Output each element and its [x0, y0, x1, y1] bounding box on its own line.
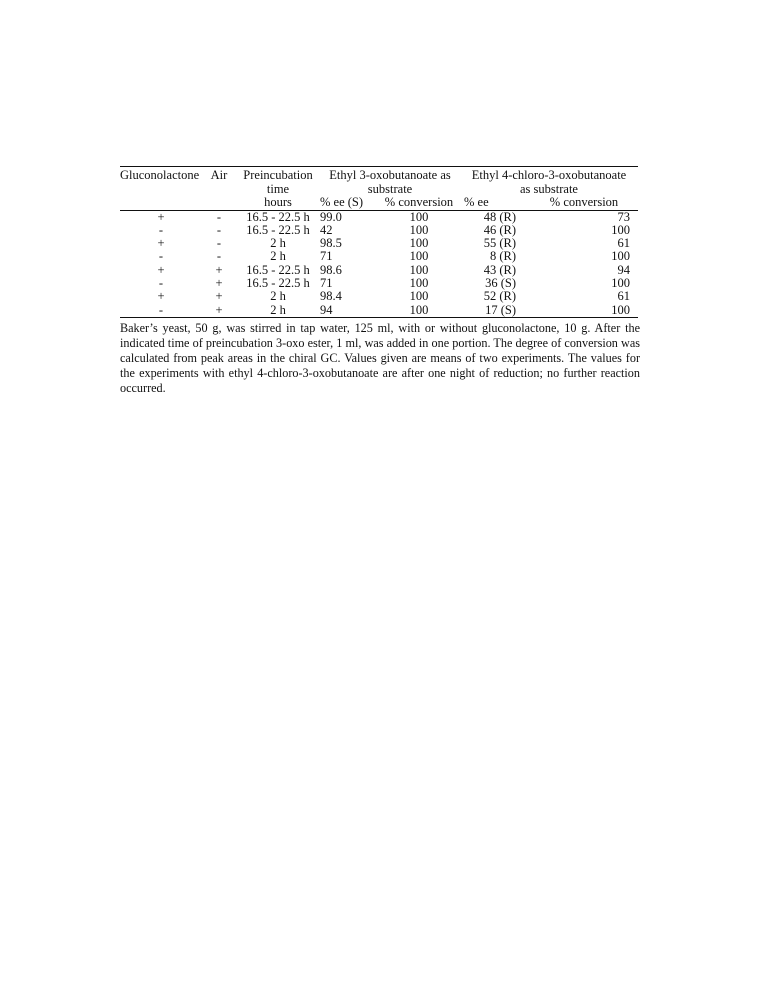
cell-gluconolactone: +: [157, 262, 165, 277]
cell-conversion-1: 100: [409, 262, 429, 277]
header-time: time: [266, 181, 290, 196]
cell-conversion-2: 100: [611, 249, 630, 264]
header-substrate-2: Ethyl 4-chloro-3-oxobutanoate: [471, 168, 627, 182]
cell-ee-s: 98.6: [320, 262, 342, 277]
header-gluconolactone: Gluconolactone: [120, 168, 200, 182]
cell-ee-s: 71: [320, 275, 333, 290]
cell-gluconolactone: +: [157, 289, 165, 304]
cell-conversion-2: 61: [617, 289, 630, 304]
cell-air: +: [215, 275, 223, 290]
document: [120, 166, 638, 396]
cell-air: -: [216, 249, 222, 264]
cell-air: -: [216, 236, 222, 251]
cell-ee-s: 98.5: [320, 236, 342, 251]
header-conversion-2: % conversion: [530, 196, 638, 210]
cell-conversion-1: 100: [409, 222, 429, 237]
cell-air: -: [216, 222, 222, 237]
header-conversion-1: % conversion: [378, 196, 460, 210]
cell-gluconolactone: -: [158, 275, 164, 290]
cell-time: 2 h: [270, 289, 286, 304]
header-subcolumns: [120, 196, 638, 210]
cell-conversion-2: 94: [617, 262, 630, 277]
cell-ee-s: 99.0: [320, 209, 342, 224]
table-body: [120, 210, 638, 317]
cell-air: +: [215, 262, 223, 277]
header-ee-s: % ee (S): [320, 196, 378, 210]
header-substrate-1-line2: substrate: [367, 181, 413, 196]
cell-gluconolactone: -: [120, 304, 202, 318]
cell-ee: 48 (R): [483, 209, 516, 224]
table-row: [120, 250, 638, 263]
cell-conversion-1: 100: [409, 209, 429, 224]
table-row: [120, 277, 638, 290]
cell-ee-s: 71: [320, 249, 333, 264]
cell-time: 2 h: [270, 249, 286, 264]
table-caption: Baker’s yeast, 50 g, was stirred in tap water, 125 ml, with or without gluconolactone, 10 g. After the indicated time of preincubation 3-oxo ester, 1 ml, was added in one portion. The degree of conversion was calculated from peak areas in the chiral GC. Values given are means of two experiments. The values for the experiments with ethyl 4-chloro-3-oxobutanoate are after one night of reduction; no further reaction occurred.: [120, 320, 640, 395]
table-row: [120, 264, 638, 277]
cell-air: -: [216, 209, 222, 224]
cell-ee: 8 (R): [489, 249, 516, 264]
table-row: [120, 210, 638, 224]
cell-time: 16.5 - 22.5 h: [246, 209, 310, 224]
cell-gluconolactone: +: [157, 236, 165, 251]
cell-conversion-2: 73: [617, 209, 630, 224]
table-row: [120, 304, 638, 318]
results-table: [120, 169, 638, 318]
header-substrate-2-line2: as substrate: [520, 181, 578, 196]
cell-ee: 55 (R): [483, 236, 516, 251]
cell-air: +: [202, 304, 236, 318]
cell-time: 16.5 - 22.5 h: [246, 275, 310, 290]
cell-gluconolactone: +: [157, 209, 165, 224]
cell-gluconolactone: -: [158, 249, 164, 264]
cell-ee: 43 (R): [483, 262, 516, 277]
cell-ee-s: 42: [320, 222, 333, 237]
cell-ee: 17 (S): [460, 304, 530, 318]
cell-conversion-2: 100: [611, 222, 630, 237]
table-row: [120, 237, 638, 250]
header-hours: hours: [236, 196, 320, 210]
cell-ee-s: 98.4: [320, 289, 342, 304]
header-substrate-1: Ethyl 3-oxobutanoate as: [329, 168, 451, 182]
table-row: [120, 290, 638, 303]
header-air: Air: [210, 168, 228, 182]
cell-conversion-2: 100: [611, 275, 630, 290]
header-preincubation: Preincubation: [243, 168, 313, 182]
cell-time: 2 h: [236, 304, 320, 318]
cell-air: +: [215, 289, 223, 304]
cell-conversion-2: 100: [530, 304, 638, 318]
cell-conversion-1: 100: [409, 236, 429, 251]
table-row: [120, 224, 638, 237]
table-header: [120, 169, 638, 210]
cell-gluconolactone: -: [158, 222, 164, 237]
cell-ee: 36 (S): [485, 275, 516, 290]
cell-time: 16.5 - 22.5 h: [246, 262, 310, 277]
cell-conversion-2: 61: [617, 236, 630, 251]
header-ee: % ee: [460, 196, 530, 210]
cell-conversion-1: 100: [409, 249, 429, 264]
cell-conversion-1: 100: [409, 289, 429, 304]
cell-ee: 52 (R): [483, 289, 516, 304]
cell-conversion-1: 100: [378, 304, 460, 318]
cell-time: 2 h: [270, 236, 286, 251]
cell-time: 16.5 - 22.5 h: [246, 222, 310, 237]
cell-ee: 46 (R): [483, 222, 516, 237]
cell-conversion-1: 100: [409, 275, 429, 290]
cell-ee-s: 94: [320, 304, 378, 318]
